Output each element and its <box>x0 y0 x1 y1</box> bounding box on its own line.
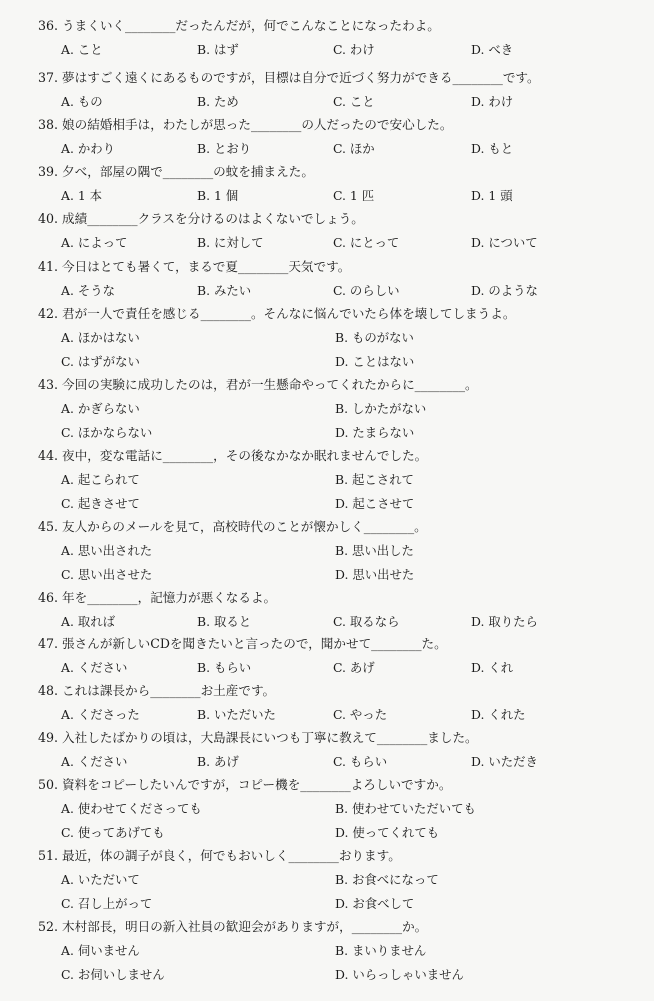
option-d[interactable]: D. 思い出せた <box>335 567 415 582</box>
option-d[interactable]: D. 取りたら <box>471 614 538 629</box>
option-d[interactable]: D. もと <box>471 141 514 156</box>
question-stem: 44. 夜中，変な電話に________，その後なかなか眠れませんでした。 <box>38 448 428 463</box>
question-stem: 40. 成績________クラスを分けるのはよくないでしょう。 <box>38 211 364 226</box>
option-a[interactable]: A. ください <box>61 660 128 675</box>
option-c[interactable]: C. のらしい <box>333 283 400 298</box>
option-c[interactable]: C. わけ <box>333 42 375 57</box>
option-d[interactable]: D. ことはない <box>335 354 415 369</box>
question-stem: 51. 最近，体の調子が良く，何でもおいしく________おります。 <box>38 848 401 863</box>
question-stem: 52. 木村部長，明日の新入社員の歓迎会がありますが，________か。 <box>38 919 428 934</box>
option-c[interactable]: C. はずがない <box>61 354 140 369</box>
question-stem: 36. うまくいく________だったんだが，何でこんなことになったわよ。 <box>38 18 440 33</box>
option-c[interactable]: C. 使ってあげても <box>61 825 165 840</box>
question-stem: 47. 張さんが新しいCDを聞きたいと言ったので，聞かせて________た。 <box>38 636 447 651</box>
option-c[interactable]: C. ほかならない <box>61 425 153 440</box>
option-a[interactable]: A. かわり <box>61 141 115 156</box>
question-stem: 50. 資料をコピーしたいんですが，コピー機を________よろしいですか。 <box>38 777 452 792</box>
option-a[interactable]: A. ほかはない <box>61 330 140 345</box>
option-a[interactable]: A. もの <box>61 94 103 109</box>
option-d[interactable]: D. について <box>471 235 538 250</box>
option-b[interactable]: B. みたい <box>197 283 252 298</box>
option-c[interactable]: C. もらい <box>333 754 388 769</box>
option-c[interactable]: C. にとって <box>333 235 400 250</box>
option-c[interactable]: C. 起きさせて <box>61 496 140 511</box>
option-d[interactable]: D. くれた <box>471 707 526 722</box>
option-d[interactable]: D. いただき <box>471 754 538 769</box>
option-a[interactable]: A. 思い出された <box>61 543 153 558</box>
question-stem: 45. 友人からのメールを見て，高校時代のことが懐かしく________。 <box>38 519 427 534</box>
option-b[interactable]: B. 使わせていただいても <box>335 801 476 816</box>
option-b[interactable]: B. いただいた <box>197 707 276 722</box>
option-a[interactable]: A. 取れば <box>61 614 115 629</box>
option-d[interactable]: D. わけ <box>471 94 514 109</box>
option-d[interactable]: D. 1 頭 <box>471 188 513 203</box>
option-b[interactable]: B. まいりません <box>335 943 427 958</box>
option-b[interactable]: B. とおり <box>197 141 252 156</box>
option-b[interactable]: B. お食べになって <box>335 872 439 887</box>
option-a[interactable]: A. 1 本 <box>61 188 103 203</box>
question-stem: 37. 夢はすごく遠くにあるものですが，目標は自分で近づく努力ができる________です。 <box>38 70 540 85</box>
option-b[interactable]: B. 起こされて <box>335 472 414 487</box>
question-stem: 41. 今日はとても暑くて，まるで夏________天気です。 <box>38 259 351 274</box>
option-c[interactable]: C. ほか <box>333 141 375 156</box>
question-stem: 48. これは課長から________お土産です。 <box>38 683 276 698</box>
option-b[interactable]: B. ため <box>197 94 239 109</box>
option-c[interactable]: C. あげ <box>333 660 375 675</box>
option-a[interactable]: A. いただいて <box>61 872 140 887</box>
option-d[interactable]: D. のような <box>471 283 538 298</box>
option-a[interactable]: A. ください <box>61 754 128 769</box>
option-c[interactable]: C. 召し上がって <box>61 896 153 911</box>
option-a[interactable]: A. かぎらない <box>61 401 140 416</box>
option-b[interactable]: B. ものがない <box>335 330 414 345</box>
option-a[interactable]: A. 起こられて <box>61 472 140 487</box>
question-stem: 49. 入社したばかりの頃は，大島課長にいつも丁寧に教えて________ました。 <box>38 730 478 745</box>
option-b[interactable]: B. 1 個 <box>197 188 239 203</box>
option-b[interactable]: B. に対して <box>197 235 264 250</box>
option-b[interactable]: B. もらい <box>197 660 252 675</box>
option-b[interactable]: B. 取ると <box>197 614 252 629</box>
question-stem: 39. 夕べ，部屋の隅で________の蚊を捕まえた。 <box>38 164 314 179</box>
option-d[interactable]: D. べき <box>471 42 514 57</box>
option-d[interactable]: D. くれ <box>471 660 514 675</box>
option-d[interactable]: D. 起こさせて <box>335 496 415 511</box>
option-c[interactable]: C. 取るなら <box>333 614 400 629</box>
option-c[interactable]: C. 思い出させた <box>61 567 153 582</box>
option-d[interactable]: D. たまらない <box>335 425 415 440</box>
option-c[interactable]: C. こと <box>333 94 375 109</box>
option-a[interactable]: A. 伺いません <box>61 943 140 958</box>
option-a[interactable]: A. によって <box>61 235 128 250</box>
option-b[interactable]: B. はず <box>197 42 239 57</box>
option-a[interactable]: A. そうな <box>61 283 115 298</box>
question-stem: 46. 年を________，記憶力が悪くなるよ。 <box>38 590 277 605</box>
question-stem: 42. 君が一人で責任を感じる________。そんなに悩んでいたら体を壊してしまうよ。 <box>38 306 516 321</box>
option-d[interactable]: D. お食べして <box>335 896 415 911</box>
option-c[interactable]: C. 1 匹 <box>333 188 375 203</box>
option-d[interactable]: D. いらっしゃいません <box>335 967 464 982</box>
question-stem: 43. 今回の実験に成功したのは，君が一生懸命やってくれたからに________。 <box>38 377 478 392</box>
option-b[interactable]: B. あげ <box>197 754 239 769</box>
option-c[interactable]: C. やった <box>333 707 388 722</box>
option-a[interactable]: A. こと <box>61 42 103 57</box>
question-stem: 38. 娘の結婚相手は，わたしが思った________の人だったので安心した。 <box>38 117 453 132</box>
option-c[interactable]: C. お伺いしません <box>61 967 165 982</box>
option-b[interactable]: B. 思い出した <box>335 543 414 558</box>
option-b[interactable]: B. しかたがない <box>335 401 427 416</box>
option-a[interactable]: A. くださった <box>61 707 140 722</box>
option-a[interactable]: A. 使わせてくださっても <box>61 801 202 816</box>
option-d[interactable]: D. 使ってくれても <box>335 825 440 840</box>
